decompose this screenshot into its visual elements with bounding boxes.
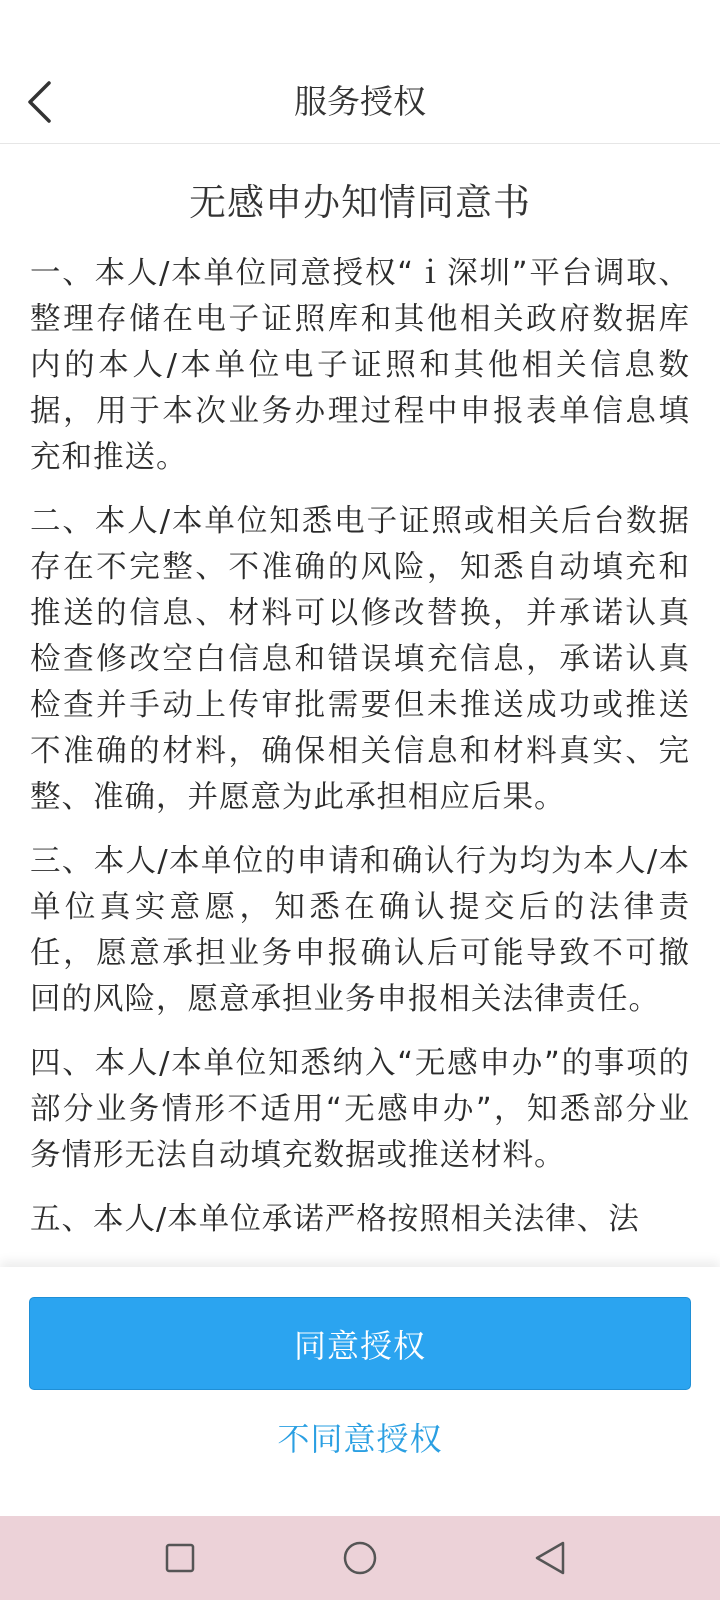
agree-authorize-button[interactable]: 同意授权 [29, 1297, 691, 1390]
consent-paragraph-3: 三、本人/本单位的申请和确认行为均为本人/本单位真实意愿，知悉在确认提交后的法律责任，愿意承担业务申报确认后可能导致不可撤回的风险，愿意承担业务申报相关法律责任。 [30, 844, 690, 1017]
consent-paragraph-1: 一、本人/本单位同意授权“ｉ深圳”平台调取、整理存储在电子证照库和其他相关政府数据库内的本人/本单位电子证照和其他相关信息数据，用于本次业务办理过程中申报表单信息填充和推送。 [30, 256, 690, 475]
consent-content[interactable] [0, 145, 720, 1267]
app-header [0, 60, 720, 144]
status-bar [0, 0, 720, 60]
consent-paragraph-5: 五、本人/本单位承诺严格按照相关法律、法 [30, 1202, 640, 1237]
nav-back-button[interactable] [526, 1534, 574, 1582]
page-title: 服务授权 [294, 82, 426, 121]
system-nav-bar [0, 1516, 720, 1600]
chevron-left-icon [25, 80, 55, 124]
square-icon [164, 1542, 196, 1574]
back-button[interactable] [12, 74, 68, 130]
document-title: 无感申办知情同意书 [189, 181, 531, 224]
triangle-left-icon [533, 1540, 567, 1576]
consent-paragraph-2: 二、本人/本单位知悉电子证照或相关后台数据存在不完整、不准确的风险，知悉自动填充和推送的信息、材料可以修改替换，并承诺认真检查修改空白信息和错误填充信息，承诺认真检查并手动上传审批需要但未推送成功或推送不准确的材料，确保相关信息和材料真实、完整、准确，并愿意为此承担相应后果。 [30, 504, 690, 815]
home-button[interactable] [336, 1534, 384, 1582]
recents-button[interactable] [156, 1534, 204, 1582]
disagree-authorize-button[interactable]: 不同意授权 [277, 1420, 443, 1458]
circle-icon [342, 1540, 378, 1576]
consent-paragraph-4: 四、本人/本单位知悉纳入“无感申办”的事项的部分业务情形不适用“无感申办”，知悉部分业务情形无法自动填充数据或推送材料。 [30, 1046, 690, 1173]
action-panel [0, 1267, 720, 1516]
